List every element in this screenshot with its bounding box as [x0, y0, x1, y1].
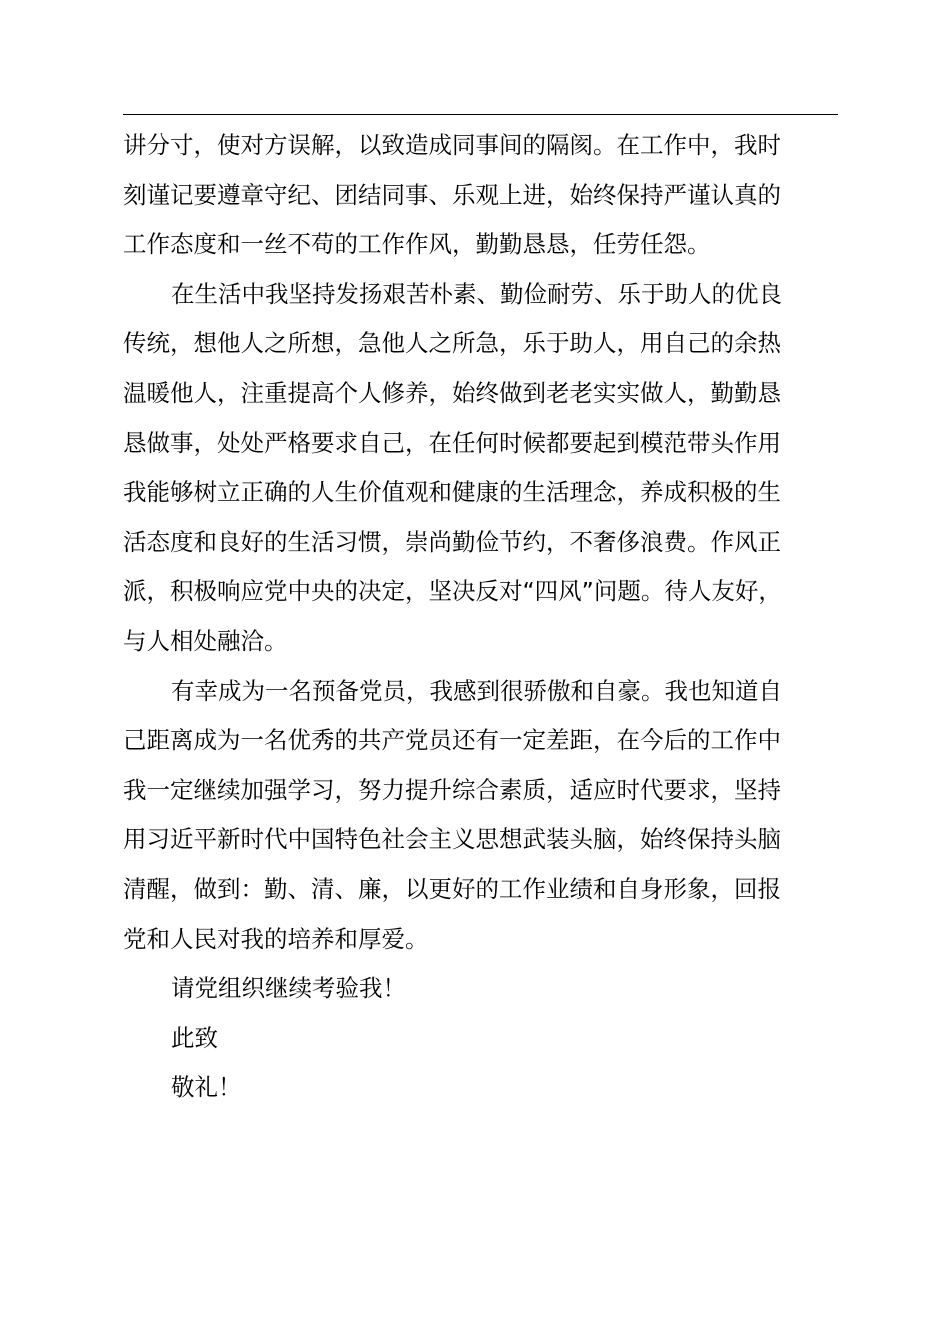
text-line: 与人相处融洽。: [123, 626, 288, 655]
text-line: 活态度和良好的生活习惯，崇尚勤俭节约，不奢侈浪费。作风正: [123, 527, 781, 556]
text-line: 请党组织继续考验我！: [171, 974, 406, 1003]
text-line: 传统，想他人之所想，急他人之所急，乐于助人，用自己的余热: [123, 329, 781, 358]
closing-request: [123, 964, 838, 1014]
paragraph-2: [123, 270, 838, 667]
paragraph-1: [123, 121, 838, 270]
text-line: 恳做事，处处严格要求自己，在任何时候都要起到模范带头作用: [123, 428, 781, 457]
text-line: 讲分寸，使对方误解，以致造成同事间的隔阂。在工作中，我时: [123, 131, 781, 159]
text-line: 工作态度和一丝不苟的工作作风，勤勤恳恳，任劳任怨。: [123, 230, 711, 259]
text-line: 党和人民对我的培养和厚爱。: [123, 924, 429, 953]
paragraph-3: [123, 667, 838, 965]
text-line: 派，积极响应党中央的决定，坚决反对“四风”问题。待人友好，: [123, 577, 782, 606]
header-rule: [123, 114, 838, 115]
text-line: 我一定继续加强学习，努力提升综合素质，适应时代要求，坚持: [123, 775, 781, 804]
letter-body: [123, 121, 838, 1113]
text-line: 己距离成为一名优秀的共产党员还有一定差距，在今后的工作中: [123, 726, 781, 755]
text-line: 我能够树立正确的人生价值观和健康的生活理念，养成积极的生: [123, 478, 781, 507]
text-line: 敬礼！: [171, 1073, 242, 1102]
text-line: 此致: [171, 1023, 218, 1052]
text-line: 刻谨记要遵章守纪、团结同事、乐观上进，始终保持严谨认真的: [123, 180, 781, 209]
text-line: 在生活中我坚持发扬艰苦朴素、勤俭耐劳、乐于助人的优良: [171, 279, 782, 308]
salutation-jingli: [123, 1063, 838, 1113]
text-line: 用习近平新时代中国特色社会主义思想武装头脑，始终保持头脑: [123, 825, 781, 854]
salutation-cizhi: [123, 1014, 838, 1064]
text-line: 温暖他人，注重提高个人修养，始终做到老老实实做人，勤勤恳: [123, 378, 781, 407]
text-line: 清醒，做到：勤、清、廉，以更好的工作业绩和自身形象，回报: [123, 874, 781, 903]
text-line: 有幸成为一名预备党员，我感到很骄傲和自豪。我也知道自: [171, 676, 782, 705]
